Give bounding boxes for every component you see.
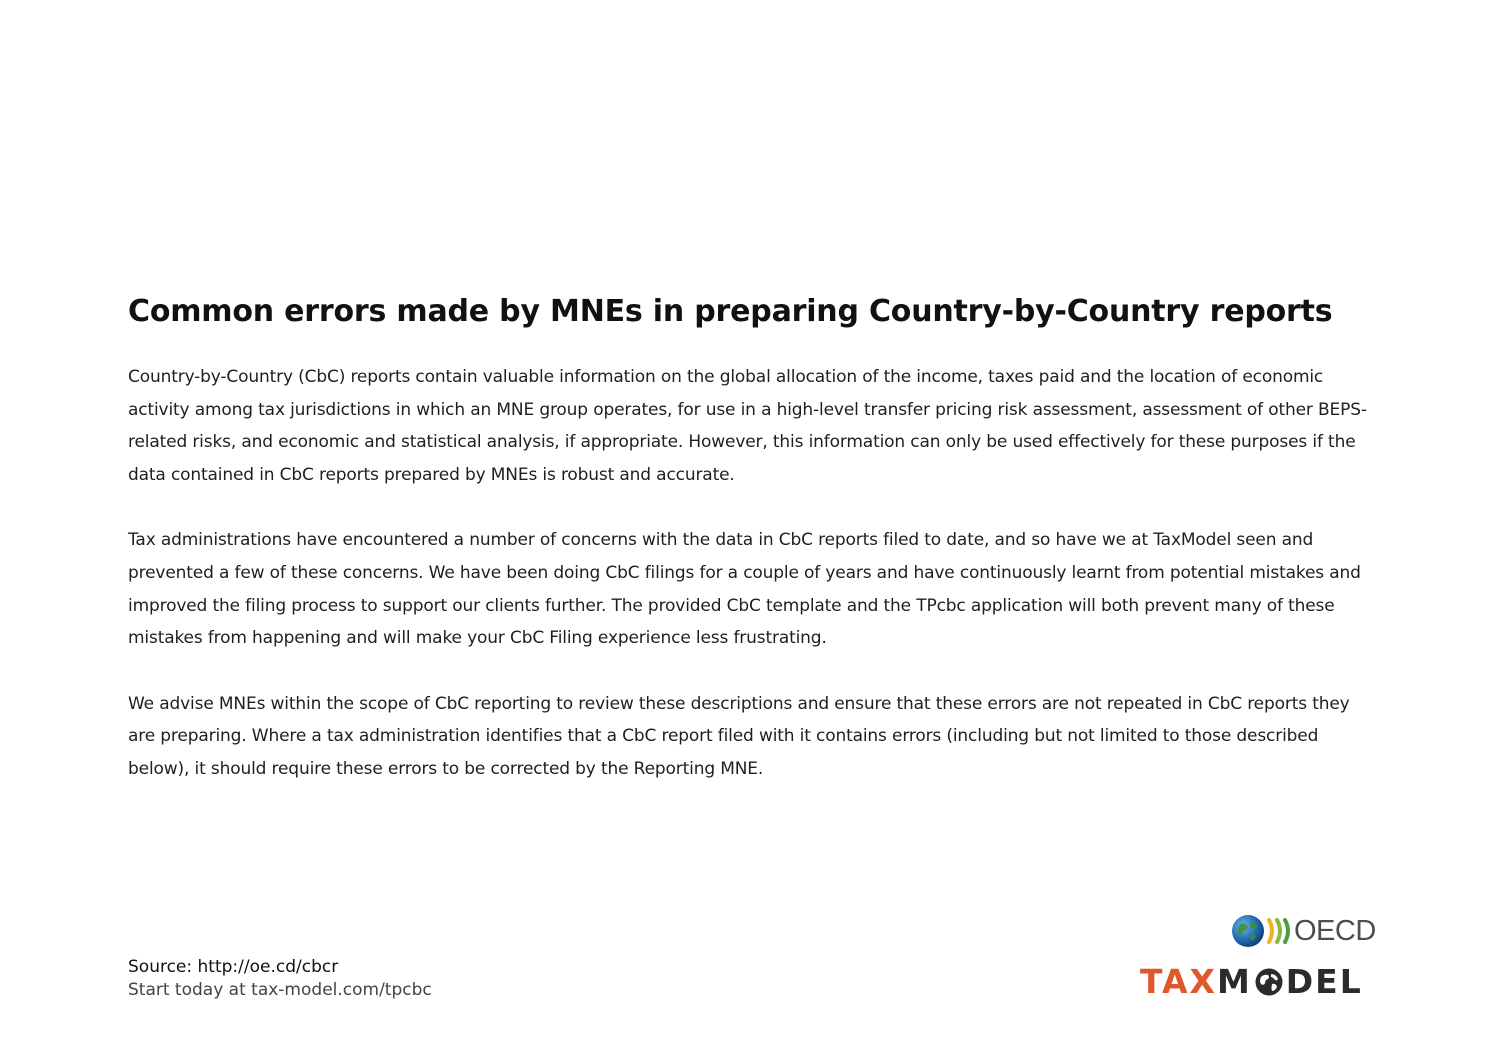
page-title: Common errors made by MNEs in preparing Country-by-Country reports <box>128 294 1333 329</box>
concerns-paragraph: Tax administrations have encountered a number of concerns with the data in CbC reports filed to date, and so have we at TaxModel seen and prevented a few of these concerns. We have been doing CbC filings for a couple of years and have continuously learnt from potential mistakes and improved the filing process to support our clients further. The provided CbC template and the TPcbc application will both prevent many of these mistakes from happening and will make your CbC Filing experience less frustrating. <box>128 530 1361 649</box>
taxmodel-del: DEL <box>1285 962 1363 1001</box>
intro-paragraph: Country-by-Country (CbC) reports contain valuable information on the global allocation of the income, taxes paid and the location of economic activity among tax jurisdictions in which an MNE group operates, for use in a high-level transfer pricing risk assessment, assessment of other BEPS-related risks, and economic and statistical analysis, if appropriate. However, this information can only be used effectively for these purposes if the data contained in CbC reports prepared by MNEs is robust and accurate. <box>128 367 1367 485</box>
body-text <box>128 361 1373 819</box>
oecd-wordmark: OECD <box>1294 914 1376 947</box>
advice-paragraph: We advise MNEs within the scope of CbC reporting to review these descriptions and ensure that these errors are not repeated in CbC reports they are preparing. Where a tax administration identifies that a CbC report filed with it contains errors (including but not limited to those described below), it should require these errors to be corrected by the Reporting MNE. <box>128 693 1350 779</box>
taxmodel-tax: TAX <box>1140 962 1217 1001</box>
taxmodel-globe-icon <box>1254 967 1284 997</box>
footer <box>128 956 432 1002</box>
source-link[interactable]: Source: http://oe.cd/cbcr <box>128 957 339 977</box>
oecd-chevrons-icon <box>1266 916 1292 946</box>
cta-text[interactable]: Start today at tax-model.com/tpcbc <box>128 980 432 1000</box>
oecd-globe-icon <box>1230 913 1266 949</box>
taxmodel-m: M <box>1216 962 1252 1001</box>
taxmodel-logo <box>1140 962 1363 1002</box>
oecd-logo <box>1230 912 1376 950</box>
